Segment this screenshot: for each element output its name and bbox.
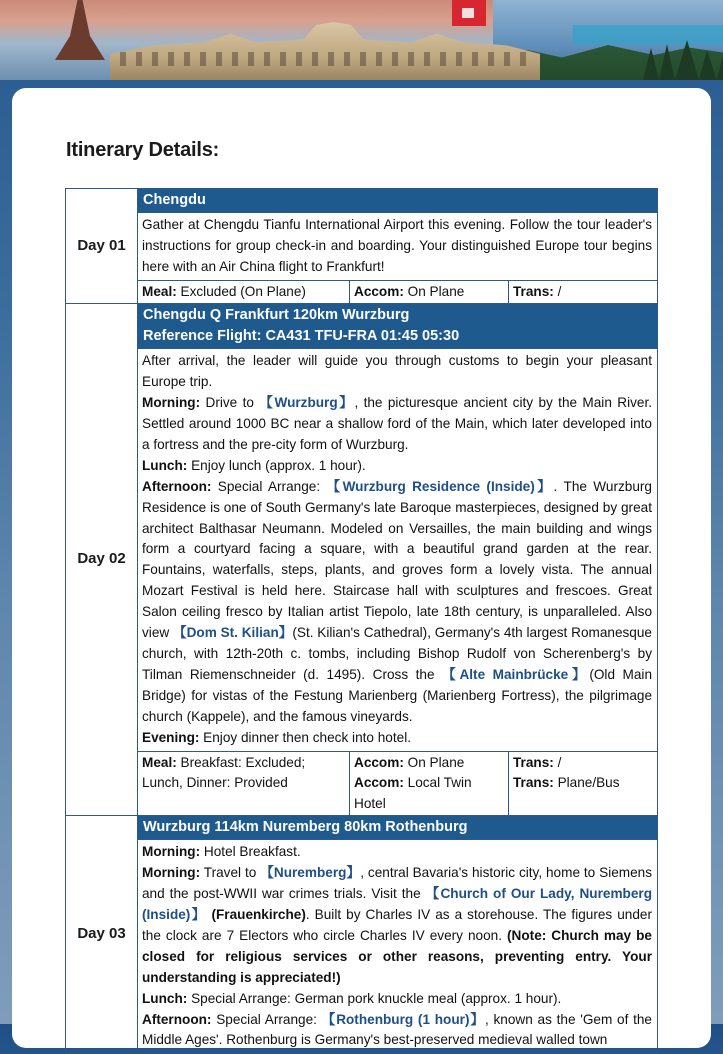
trans-label: Trans: xyxy=(513,754,554,770)
itinerary-table xyxy=(65,188,658,1054)
description-paragraph xyxy=(142,351,652,393)
meal-value: Breakfast: Excluded; xyxy=(176,754,306,770)
day-row-body xyxy=(66,349,658,751)
route-text: Chengdu xyxy=(143,192,206,208)
accom-label-2: Accom: xyxy=(354,775,404,791)
banner-palace xyxy=(110,22,540,80)
attraction-name: 【Alte Mainbrücke】 xyxy=(442,666,590,682)
header-banner-image xyxy=(0,0,723,80)
meal-accom-trans xyxy=(138,751,658,816)
attraction-name: 【Nuremberg】 xyxy=(260,865,361,881)
day-row-meal xyxy=(66,751,658,816)
attraction-name: 【Dom St. Kilian】 xyxy=(172,625,293,641)
day-label: Day 03 xyxy=(66,816,138,1054)
section-title: Itinerary Details: xyxy=(66,139,220,161)
day-label: Day 01 xyxy=(66,189,138,304)
description-text: Travel to xyxy=(200,865,261,881)
accom-label: Accom: xyxy=(354,283,404,299)
accom-value: On Plane xyxy=(403,754,465,770)
description-text: Enjoy dinner then check into hotel. xyxy=(199,729,411,745)
day-row-body xyxy=(66,213,658,281)
time-label: Morning: xyxy=(142,865,201,881)
accom-value: On Plane xyxy=(403,283,465,299)
trans-label: Trans: xyxy=(513,283,554,299)
description-text: Enjoy lunch (approx. 1 hour). xyxy=(187,457,366,473)
description-text: , known as the 'Gem of the Middle Ages'. Rothenburg is Germany's best-preserved medieval walled town xyxy=(142,1011,652,1048)
time-label: Lunch: xyxy=(142,457,188,473)
meal-value-2: Lunch, Dinner: Provided xyxy=(142,775,288,791)
meal-cell xyxy=(138,281,350,304)
description-text: Gather at Chengdu Tianfu International Airport this evening. Follow the tour leader's instructions for group check-in and boarding. Your distinguished Europe tour begins here with an Air China flight to Frankfurt! xyxy=(142,217,652,274)
day-row-meal xyxy=(66,280,658,304)
description-paragraph xyxy=(142,842,652,863)
accom-value-2: Local Twin Hotel xyxy=(354,775,472,811)
accom-cell xyxy=(350,281,509,304)
day-row-route xyxy=(66,304,658,349)
description-text: Special Arrange: German pork knuckle meal (approx. 1 hour). xyxy=(187,990,562,1006)
description-paragraph xyxy=(142,728,652,749)
route-text: Wurzburg 114km Nuremberg 80km Rothenburg xyxy=(143,819,468,836)
trans-cell xyxy=(509,752,657,816)
attraction-name: 【Rothenburg (1 hour)】 xyxy=(321,1011,485,1027)
description-text: (St. Kilian's Cathedral), Germany's 4th largest Romanesque church, with 12th-20th c. tombs, including Bishop Rudolf von Scherenberg's by Tilman Riemenschneider (d. 1495). Cross the xyxy=(142,625,652,682)
banner-palace-windows xyxy=(120,52,530,66)
trans-label-2: Trans: xyxy=(513,775,554,791)
attraction-name: 【Wurzburg Residence (Inside)】 xyxy=(326,478,554,494)
description-paragraph xyxy=(142,1010,652,1052)
description-text: (Frauenkirche) xyxy=(211,907,306,923)
trans-value-2: Plane/Bus xyxy=(553,775,620,791)
day-label: Day 02 xyxy=(66,304,138,816)
description-text: Hotel Breakfast. xyxy=(200,844,301,860)
time-label: Afternoon: xyxy=(142,478,212,494)
time-label: Evening: xyxy=(142,729,200,745)
attraction-name: 【Wurzburg】 xyxy=(259,395,355,411)
time-label: Lunch: xyxy=(142,990,188,1006)
attraction-name: 【Church of Our Lady, Nuremberg (Inside)】 xyxy=(142,886,652,923)
accom-cell xyxy=(350,752,509,816)
meal-label: Meal: xyxy=(142,283,177,299)
day-description xyxy=(138,213,658,281)
description-text: . The Wurzburg Residence is one of South Germany's late Baroque masterpieces, designed by great architect Balthasar Neumann. Modeled on Versailles, the main building and wings form a courtyard facing a square, with a beautiful grand garden at the rear. Fountains, waterfalls, steps, plants, and groves form a lovely vista. The annual Mozart Festival is held here. Staircase hall with sculptures and frescoes. Great Salon ceiling fresco by Italian artist Tiepolo, late 18th century, is unparalleled. Also view xyxy=(142,478,652,641)
day-description xyxy=(138,349,658,751)
description-text: Special Arrange: xyxy=(211,478,327,494)
trans-value: / xyxy=(553,754,562,770)
meal-value: Excluded (On Plane) xyxy=(176,283,306,299)
accom-label: Accom: xyxy=(354,754,404,770)
day-row-route xyxy=(66,816,658,840)
description-text: , central Bavaria's historic city, home to Siemens and the post-WWII war crimes trials. Visit the xyxy=(142,865,653,902)
time-label: Morning: xyxy=(142,844,201,860)
trans-value: / xyxy=(553,283,562,299)
description-paragraph xyxy=(142,456,652,477)
day-route xyxy=(138,189,658,213)
description-paragraph xyxy=(142,215,652,278)
description-text: Drive to xyxy=(200,395,260,411)
description-text: . Built by Charles IV as a storehouse. The figures under the clock are 7 Electors who circle Charles IV every noon. xyxy=(142,907,653,943)
banner-tower xyxy=(55,0,105,60)
description-text: After arrival, the leader will guide you through customs to begin your pleasant Europe trip. xyxy=(142,353,652,390)
time-label: Afternoon: xyxy=(142,1011,212,1027)
meal-accom-trans xyxy=(138,280,658,304)
description-text: (Note: Church may be closed for religious services or other reasons, preventing entry. Your understanding is appreciated!) xyxy=(142,927,652,985)
description-paragraph xyxy=(142,477,652,728)
description-paragraph xyxy=(142,863,652,988)
day-description xyxy=(138,840,658,1054)
description-paragraph xyxy=(142,393,652,456)
banner-lake xyxy=(573,25,723,45)
description-paragraph xyxy=(142,989,652,1010)
route-text: Chengdu Q Frankfurt 120km Wurzburg xyxy=(143,307,410,324)
description-text: Special Arrange: xyxy=(211,1011,322,1027)
day-route xyxy=(138,304,658,349)
reference-flight: Reference Flight: CA431 TFU-FRA 01:45 05:30 xyxy=(143,328,460,345)
day-row-body xyxy=(66,840,658,1054)
meal-label: Meal: xyxy=(142,754,177,770)
meal-cell xyxy=(138,752,350,816)
description-text: (Old Main Bridge) for vistas of the Festung Marienberg (Marienberg Fortress), the pilgrimage church (Kappele), and the famous vineyards. xyxy=(142,666,653,724)
time-label: Morning: xyxy=(142,395,201,411)
banner-flag-cross xyxy=(462,8,474,18)
day-route xyxy=(138,816,658,840)
day-row-route xyxy=(66,189,658,213)
description-text: , the picturesque ancient city by the Main River. Settled around 1000 BC near a shallow ford of the Main, which later developed into a fortress and the pre-city form of Wurzburg. xyxy=(142,395,653,452)
trans-cell xyxy=(509,281,657,304)
